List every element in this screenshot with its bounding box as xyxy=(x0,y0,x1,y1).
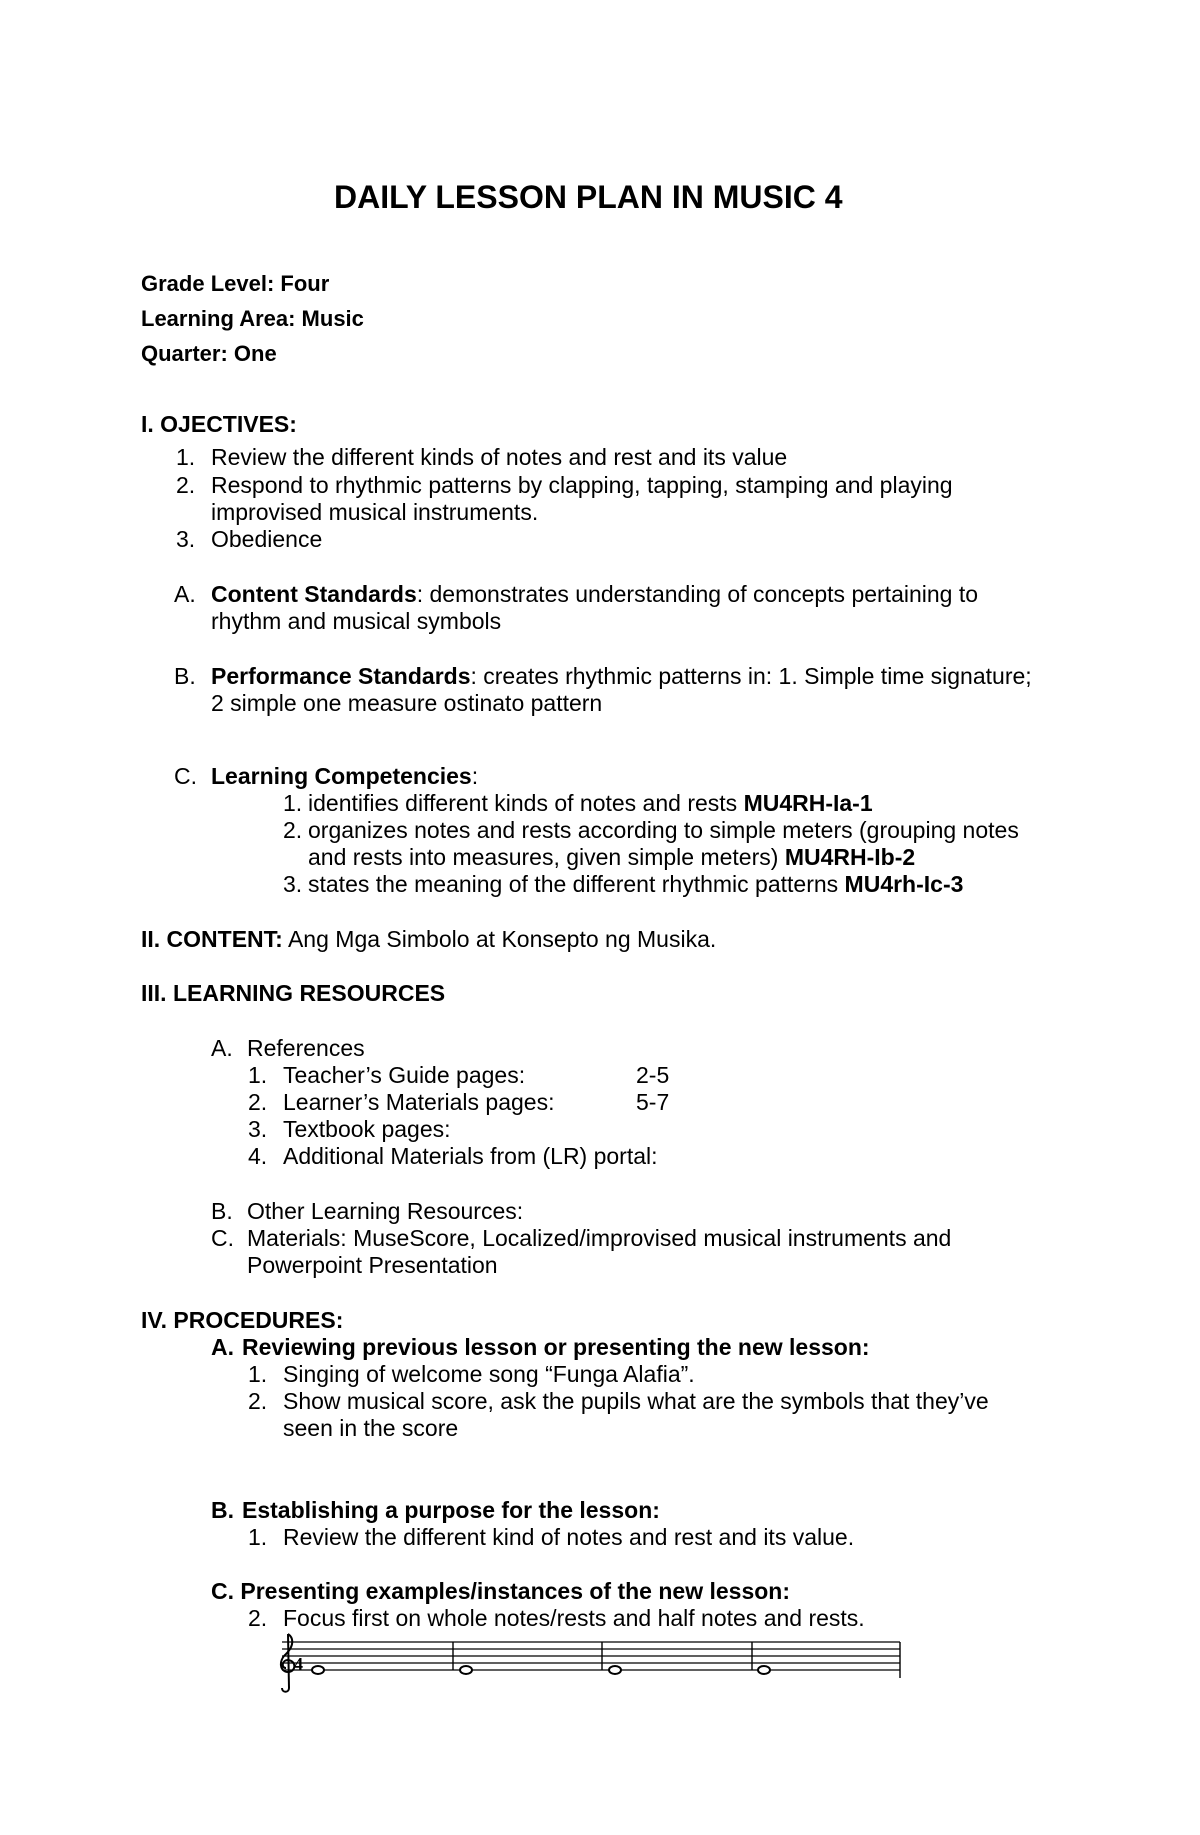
procedure-b-label: Establishing a purpose for the lesson: xyxy=(242,1497,660,1523)
procedure-step-number: 2. xyxy=(248,1388,268,1414)
reference-text: Textbook pages: xyxy=(283,1116,451,1142)
performance-standards-letter: B. xyxy=(174,663,196,689)
performance-standards-label: Performance Standards xyxy=(211,663,471,689)
performance-standards-text: : creates rhythmic patterns in: 1. Simple time signature; xyxy=(470,663,1032,689)
reference-number: 4. xyxy=(248,1143,268,1169)
content-text: Ang Mga Simbolo at Konsepto ng Musika. xyxy=(282,926,717,952)
content-section xyxy=(141,926,716,953)
competency-code: MU4RH-Ib-2 xyxy=(784,844,916,870)
objective-number: 2. xyxy=(176,472,196,498)
content-label: II. CONTENT: xyxy=(141,926,283,952)
competency-number: 1. xyxy=(283,790,303,816)
procedure-step-text: Review the different kind of notes and rest and its value. xyxy=(283,1524,855,1550)
objective-text: Respond to rhythmic patterns by clapping, tapping, stamping and playing xyxy=(211,472,953,498)
content-standards-label: Content Standards xyxy=(211,581,417,607)
time-signature: 4 xyxy=(294,1654,303,1674)
objective-text-continued: improvised musical instruments. xyxy=(211,499,539,525)
procedure-step-number: 1. xyxy=(248,1361,268,1387)
procedure-a-letter: A. xyxy=(211,1334,234,1360)
references-label: References xyxy=(247,1035,365,1061)
procedure-step-number: 2. xyxy=(248,1605,268,1631)
competencies-letter: C. xyxy=(174,763,197,789)
objective-text: Obedience xyxy=(211,526,323,552)
performance-standards xyxy=(211,663,1032,690)
procedure-step-text: Singing of welcome song “Funga Alafia”. xyxy=(283,1361,695,1387)
whole-note xyxy=(312,1666,324,1674)
objective-text: Review the different kinds of notes and rest and its value xyxy=(211,444,788,470)
treble-clef-icon xyxy=(281,1634,294,1692)
procedure-a-label: Reviewing previous lesson or presenting the new lesson: xyxy=(242,1334,870,1360)
quarter: Quarter: One xyxy=(141,341,277,366)
competency-code: MU4RH-Ia-1 xyxy=(743,790,873,816)
whole-note xyxy=(758,1666,770,1674)
reference-pages: 2-5 xyxy=(636,1062,670,1088)
other-resources-letter: B. xyxy=(211,1198,233,1224)
competency-item xyxy=(308,871,963,898)
competency-text: identifies different kinds of notes and rests xyxy=(308,790,744,816)
reference-text: Learner’s Materials pages: xyxy=(283,1089,555,1115)
procedure-c-label: C. Presenting examples/instances of the new lesson: xyxy=(211,1578,791,1604)
competency-text: organizes notes and rests according to simple meters (grouping notes xyxy=(308,817,1019,843)
competency-item xyxy=(308,790,873,817)
objectives-heading: I. OJECTIVES: xyxy=(141,411,297,437)
reference-text: Teacher’s Guide pages: xyxy=(283,1062,526,1088)
reference-number: 2. xyxy=(248,1089,268,1115)
page-title: DAILY LESSON PLAN IN MUSIC 4 xyxy=(334,179,843,215)
competency-number: 2. xyxy=(283,817,303,843)
objective-number: 3. xyxy=(176,526,196,552)
reference-number: 3. xyxy=(248,1116,268,1142)
whole-note xyxy=(609,1666,621,1674)
competencies-colon: : xyxy=(471,763,479,789)
procedure-step-text-continued: seen in the score xyxy=(283,1415,459,1441)
procedures-heading: IV. PROCEDURES: xyxy=(141,1307,344,1333)
barlines xyxy=(453,1642,900,1678)
grade-level: Grade Level: Four xyxy=(141,271,330,296)
objective-number: 1. xyxy=(176,444,196,470)
other-resources-text: Other Learning Resources: xyxy=(247,1198,524,1224)
content-standards-text-continued: rhythm and musical symbols xyxy=(211,608,502,634)
musical-staff xyxy=(270,1630,910,1710)
content-standards xyxy=(211,581,978,608)
performance-standards-text-continued: 2 simple one measure ostinato pattern xyxy=(211,690,603,716)
competency-text-continued: and rests into measures, given simple meters) xyxy=(308,844,785,870)
procedure-b-letter: B. xyxy=(211,1497,234,1523)
reference-pages: 5-7 xyxy=(636,1089,670,1115)
procedure-step-text: Show musical score, ask the pupils what are the symbols that they’ve xyxy=(283,1388,989,1414)
content-standards-letter: A. xyxy=(174,581,196,607)
competency-text: states the meaning of the different rhythmic patterns xyxy=(308,871,845,897)
whole-note xyxy=(460,1666,472,1674)
competency-item-continued xyxy=(308,844,915,871)
reference-number: 1. xyxy=(248,1062,268,1088)
resources-heading: III. LEARNING RESOURCES xyxy=(141,980,446,1006)
materials-text-continued: Powerpoint Presentation xyxy=(247,1252,498,1278)
competencies-heading xyxy=(211,763,478,790)
materials-text: Materials: MuseScore, Localized/improvised musical instruments and xyxy=(247,1225,952,1251)
staff-lines xyxy=(282,1642,900,1670)
competency-number: 3. xyxy=(283,871,303,897)
references-letter: A. xyxy=(211,1035,233,1061)
materials-letter: C. xyxy=(211,1225,234,1251)
learning-area: Learning Area: Music xyxy=(141,306,364,331)
procedure-step-text: Focus first on whole notes/rests and half notes and rests. xyxy=(283,1605,865,1631)
competency-code: MU4rh-Ic-3 xyxy=(844,871,964,897)
reference-text: Additional Materials from (LR) portal: xyxy=(283,1143,658,1169)
procedure-step-number: 1. xyxy=(248,1524,268,1550)
content-standards-text: : demonstrates understanding of concepts pertaining to xyxy=(416,581,979,607)
competencies-label: Learning Competencies xyxy=(211,763,472,789)
